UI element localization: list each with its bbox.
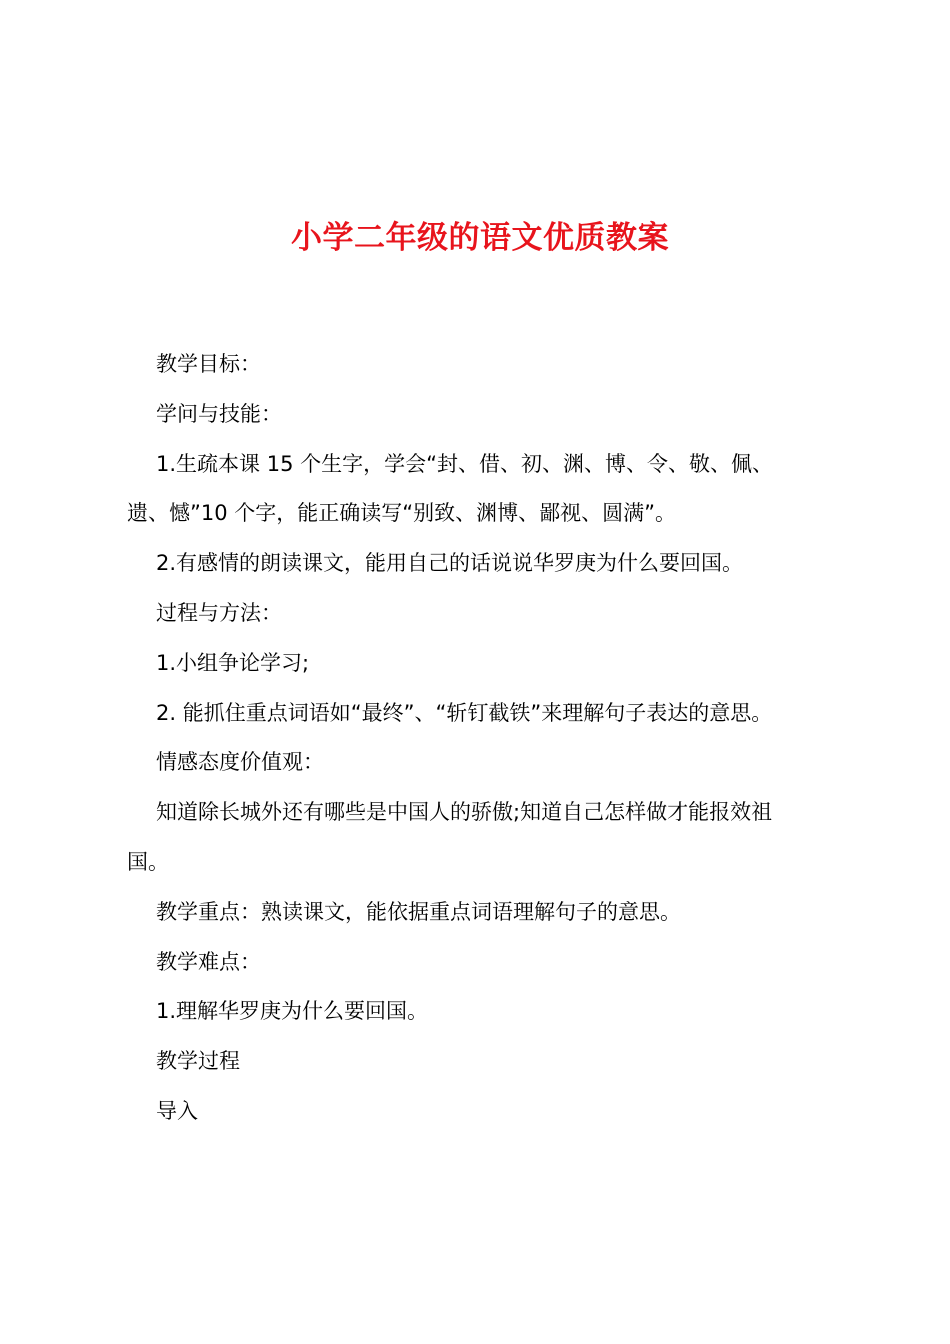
- paragraph-method-1: 1.小组争论学习;: [156, 651, 310, 675]
- subheading-difficulties: 教学难点：: [156, 950, 261, 974]
- subheading-teaching-process: 教学过程: [156, 1049, 240, 1073]
- paragraph-difficulty-1: 1.理解华罗庚为什么要回国。: [156, 999, 429, 1023]
- subheading-values: 情感态度价值观：: [156, 750, 324, 774]
- paragraph-item-2: 2.有感情的朗读课文，能用自己的话说说华罗庚为什么要回国。: [156, 551, 744, 575]
- paragraph-item-1-continued: 遗、憾”10 个字，能正确读写“别致、渊博、鄙视、圆满”。: [127, 501, 677, 525]
- subheading-process-method: 过程与方法：: [156, 601, 282, 625]
- section-heading-objectives: 教学目标：: [156, 352, 261, 376]
- subheading-knowledge-skills: 学问与技能：: [156, 402, 282, 426]
- document-title: 小学二年级的语文优质教案: [291, 220, 669, 256]
- paragraph-key-points: 教学重点：熟读课文，能依据重点词语理解句子的意思。: [156, 900, 681, 924]
- paragraph-values: 知道除长城外还有哪些是中国人的骄傲;知道自己怎样做才能报效祖: [156, 800, 773, 824]
- subheading-introduction: 导入: [156, 1099, 198, 1123]
- paragraph-values-continued: 国。: [127, 850, 169, 874]
- paragraph-item-1: 1.生疏本课 15 个生字，学会“封、借、初、渊、博、令、敬、佩、: [156, 452, 773, 476]
- paragraph-method-2: 2. 能抓住重点词语如“最终”、“斩钉截铁”来理解句子表达的意思。: [156, 701, 773, 725]
